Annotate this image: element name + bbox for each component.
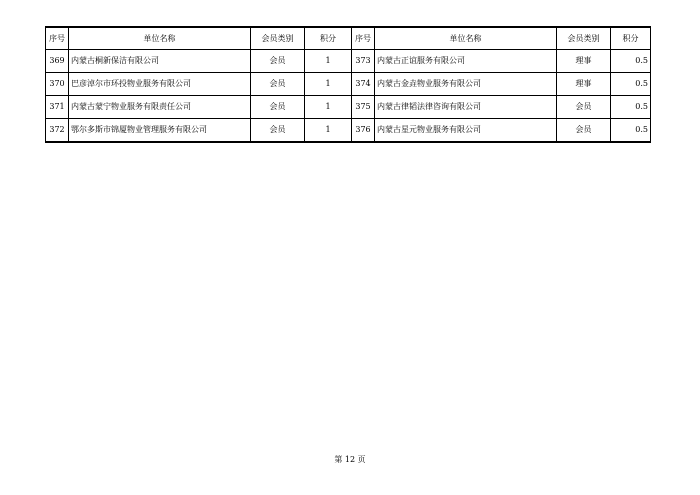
row-name-left: 内蒙古蒙宁物业服务有限责任公司	[69, 96, 251, 119]
header-name-right: 单位名称	[375, 27, 557, 50]
row-score-right: 0.5	[611, 119, 651, 143]
row-seq-left: 372	[46, 119, 69, 143]
row-type-left: 会员	[251, 119, 305, 143]
table-row	[46, 50, 651, 73]
page-number: 第 12 页	[334, 455, 366, 464]
row-seq-right: 376	[352, 119, 375, 143]
row-score-left: 1	[305, 119, 352, 143]
row-score-right: 0.5	[611, 73, 651, 96]
row-name-right: 内蒙古正谊服务有限公司	[375, 50, 557, 73]
row-type-right: 会员	[557, 96, 611, 119]
row-score-left: 1	[305, 50, 352, 73]
row-type-right: 理事	[557, 73, 611, 96]
header-type-left: 会员类别	[251, 27, 305, 50]
row-name-left: 内蒙古桐新保洁有限公司	[69, 50, 251, 73]
row-name-right: 内蒙古金垚物业服务有限公司	[375, 73, 557, 96]
table-header-row	[46, 27, 651, 50]
header-name-left: 单位名称	[69, 27, 251, 50]
table-row	[46, 73, 651, 96]
header-seq-left: 序号	[46, 27, 69, 50]
row-type-right: 会员	[557, 119, 611, 143]
header-score-left: 积分	[305, 27, 352, 50]
row-seq-right: 373	[352, 50, 375, 73]
row-score-left: 1	[305, 73, 352, 96]
row-name-right: 内蒙古律韬法律咨询有限公司	[375, 96, 557, 119]
row-seq-left: 371	[46, 96, 69, 119]
row-seq-left: 370	[46, 73, 69, 96]
row-name-right: 内蒙古星元物业服务有限公司	[375, 119, 557, 143]
row-seq-right: 374	[352, 73, 375, 96]
row-type-left: 会员	[251, 73, 305, 96]
row-score-right: 0.5	[611, 96, 651, 119]
member-points-table	[45, 26, 651, 143]
row-type-left: 会员	[251, 96, 305, 119]
row-type-right: 理事	[557, 50, 611, 73]
table-row	[46, 119, 651, 143]
header-type-right: 会员类别	[557, 27, 611, 50]
row-score-right: 0.5	[611, 50, 651, 73]
row-name-left: 巴彦淖尔市环投物业服务有限公司	[69, 73, 251, 96]
header-score-right: 积分	[611, 27, 651, 50]
row-seq-right: 375	[352, 96, 375, 119]
row-type-left: 会员	[251, 50, 305, 73]
row-score-left: 1	[305, 96, 352, 119]
row-name-left: 鄂尔多斯市锦厦物业管理服务有限公司	[69, 119, 251, 143]
row-seq-left: 369	[46, 50, 69, 73]
header-seq-right: 序号	[352, 27, 375, 50]
table-row	[46, 96, 651, 119]
